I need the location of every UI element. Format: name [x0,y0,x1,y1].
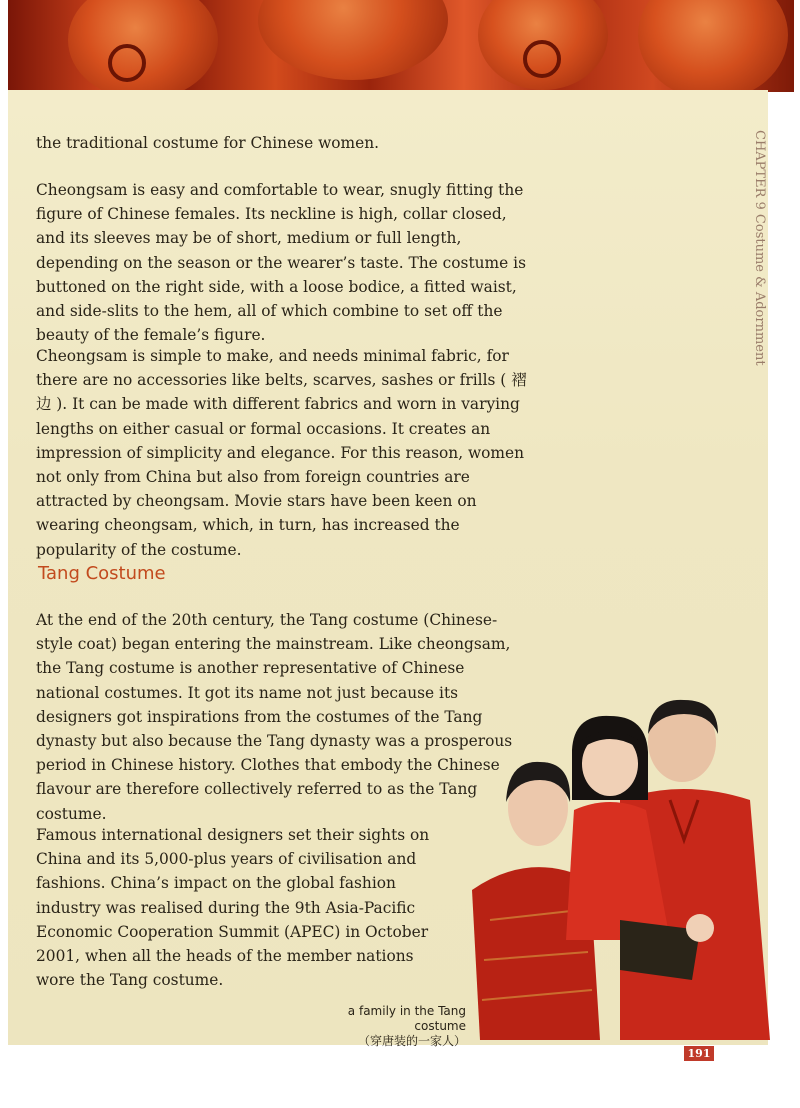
paragraph-tang-apec [36,823,436,992]
lantern-ornament-icon [523,40,561,78]
photo-caption [300,1004,466,1049]
caption-chinese: （穿唐装的一家人） [357,1034,466,1048]
paragraph-text: Cheongsam is simple to make, and needs minimal fabric, for there are no accessories like belts, scarves, sashes or frills ( 褶边 ). It can be made with different fabrics and worn in varying lengths on either casual or formal occasions. It creates an impression of simplicity and elegance. For this reason, women not only from China but also from foreign countries are attracted by cheongsam. Movie stars have been keen on wearing cheongsam, which, in turn, has increased the popularity of the costume. [36,347,527,559]
chapter-title: Costume & Adornment [752,213,767,366]
lantern-ornament-icon [108,44,146,82]
header-lantern-banner [8,0,794,92]
page-number-badge: 191 [684,1046,714,1061]
paragraph-text: At the end of the 20th century, the Tang costume (Chinese-style coat) began entering the mainstream. Like cheongsam, the Tang costume is another representative of Chinese national costumes. It got its name not just because its designers got inspirations from the costumes of the Tang dynasty but also because the Tang dynasty was a prosperous period in Chinese history. Clothes that embody the Chinese flavour are therefore collectively referred to as the Tang costume. [36,611,513,823]
lantern-2 [258,0,448,80]
paragraph-cheongsam-simple [36,344,530,562]
chapter-tab [732,130,768,366]
paragraph-intro-end [36,131,506,155]
paragraph-cheongsam-fit [36,178,530,347]
caption-english: a family in the Tang costume [347,1004,466,1033]
family-photo [470,690,770,1040]
lantern-1 [68,0,218,92]
paragraph-text: Cheongsam is easy and comfortable to wear, snugly fitting the figure of Chinese females. Its neckline is high, collar closed, and its sleeves may be of short, medium or full length, depending on the season or the wearer’s taste. The costume is buttoned on the right side, with a loose bodice, a fitted waist, and side-slits to the hem, all of which combine to set off the beauty of the female’s figure. [36,181,526,345]
paragraph-text: the traditional costume for Chinese women. [36,134,380,152]
paragraph-text: Famous international designers set their sights on China and its 5,000-plus years of civilisation and fashions. China’s impact on the global fashion industry was realised during the 9th Asia-Pacific Economic Cooperation Summit (APEC) in October 2001, when all the heads of the member nations wore the Tang costume. [36,826,430,990]
paragraph-tang-origin [36,608,514,826]
lantern-4 [638,0,788,92]
chapter-number: CHAPTER 9 [752,130,767,210]
section-heading: Tang Costume [38,563,166,584]
